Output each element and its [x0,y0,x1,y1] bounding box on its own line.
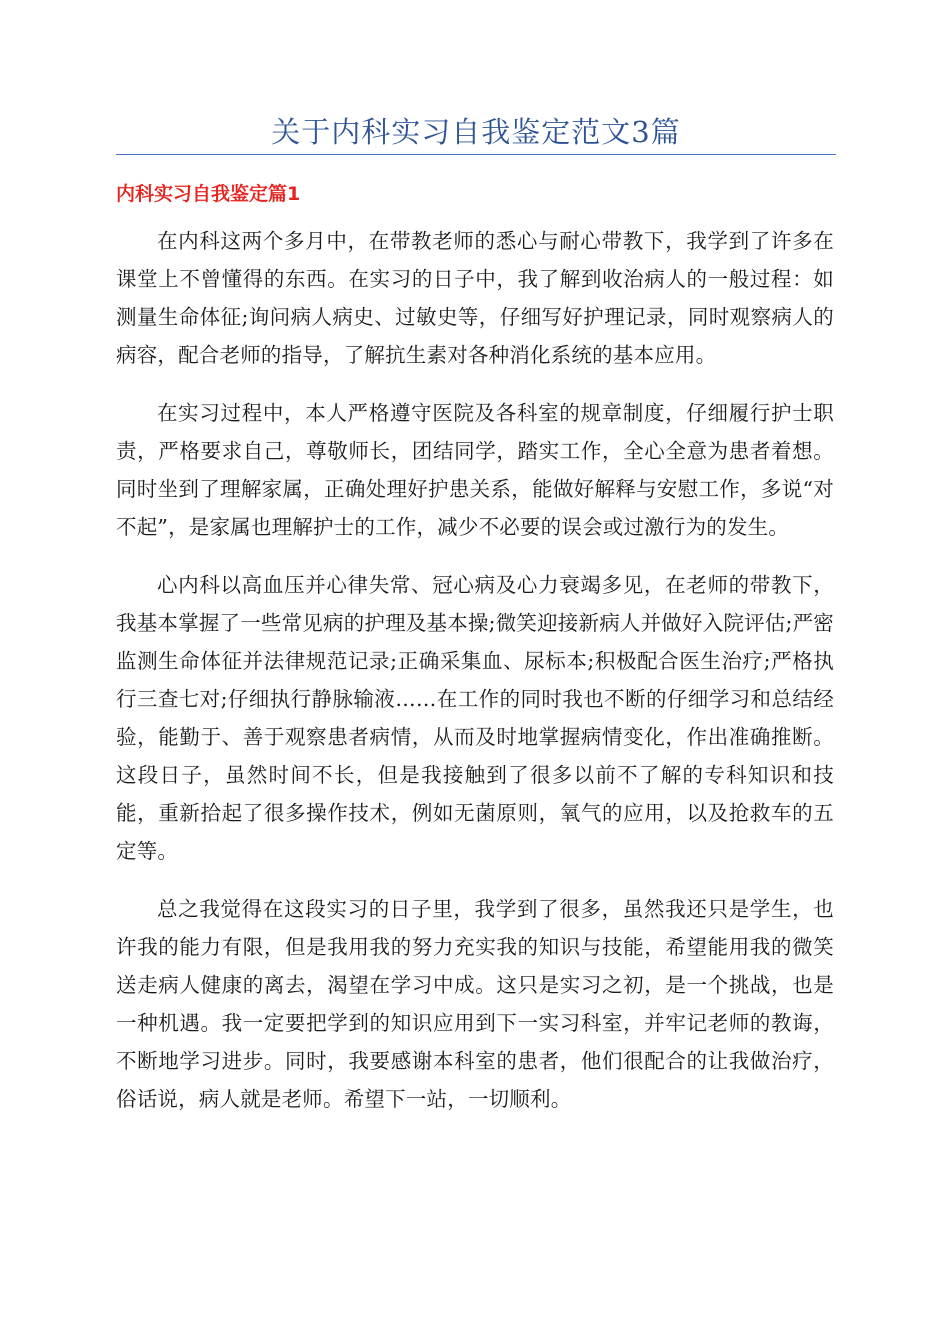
section-heading: 内科实习自我鉴定篇1 [116,183,301,205]
document-title: 关于内科实习自我鉴定范文3篇 [271,115,681,149]
paragraph-2: 在实习过程中，本人严格遵守医院及各科室的规章制度，仔细履行护士职责，严格要求自己，尊敬师长，团结同学，踏实工作，全心全意为患者着想。同时坐到了理解家属，正确处理好护患关系，能做好解释与安慰工作，多说“对不起”，是家属也理解护士的工作，减少不必要的误会或过激行为的发生。 [116,401,834,539]
paragraph-1: 在内科这两个多月中，在带教老师的悉心与耐心带教下，我学到了许多在课堂上不曾懂得的东西。在实习的日子中，我了解到收治病人的一般过程：如测量生命体征;询问病人病史、过敏史等，仔细写好护理记录，同时观察病人的病容，配合老师的指导，了解抗生素对各种消化系统的基本应用。 [116,229,834,367]
paragraph-4: 总之我觉得在这段实习的日子里，我学到了很多，虽然我还只是学生，也许我的能力有限，但是我用我的努力充实我的知识与技能，希望能用我的微笑送走病人健康的离去，渴望在学习中成。这只是实习之初，是一个挑战，也是一种机遇。我一定要把学到的知识应用到下一实习科室，并牢记老师的教诲，不断地学习进步。同时，我要感谢本科室的患者，他们很配合的让我做治疗，俗话说，病人就是老师。希望下一站，一切顺利。 [116,897,834,1111]
title-underline [116,154,836,155]
body-text [116,222,834,1138]
paragraph-3: 心内科以高血压并心律失常、冠心病及心力衰竭多见，在老师的带教下，我基本掌握了一些常见病的护理及基本操;微笑迎接新病人并做好入院评估;严密监测生命体征并法律规范记录;正确采集血、尿标本;积极配合医生治疗;严格执行三查七对;仔细执行静脉输液……在工作的同时我也不断的仔细学习和总结经验，能勤于、善于观察患者病情，从而及时地掌握病情变化，作出准确推断。这段日子，虽然时间不长，但是我接触到了很多以前不了解的专科知识和技能，重新拾起了很多操作技术，例如无菌原则，氧气的应用，以及抢救车的五定等。 [116,573,835,863]
